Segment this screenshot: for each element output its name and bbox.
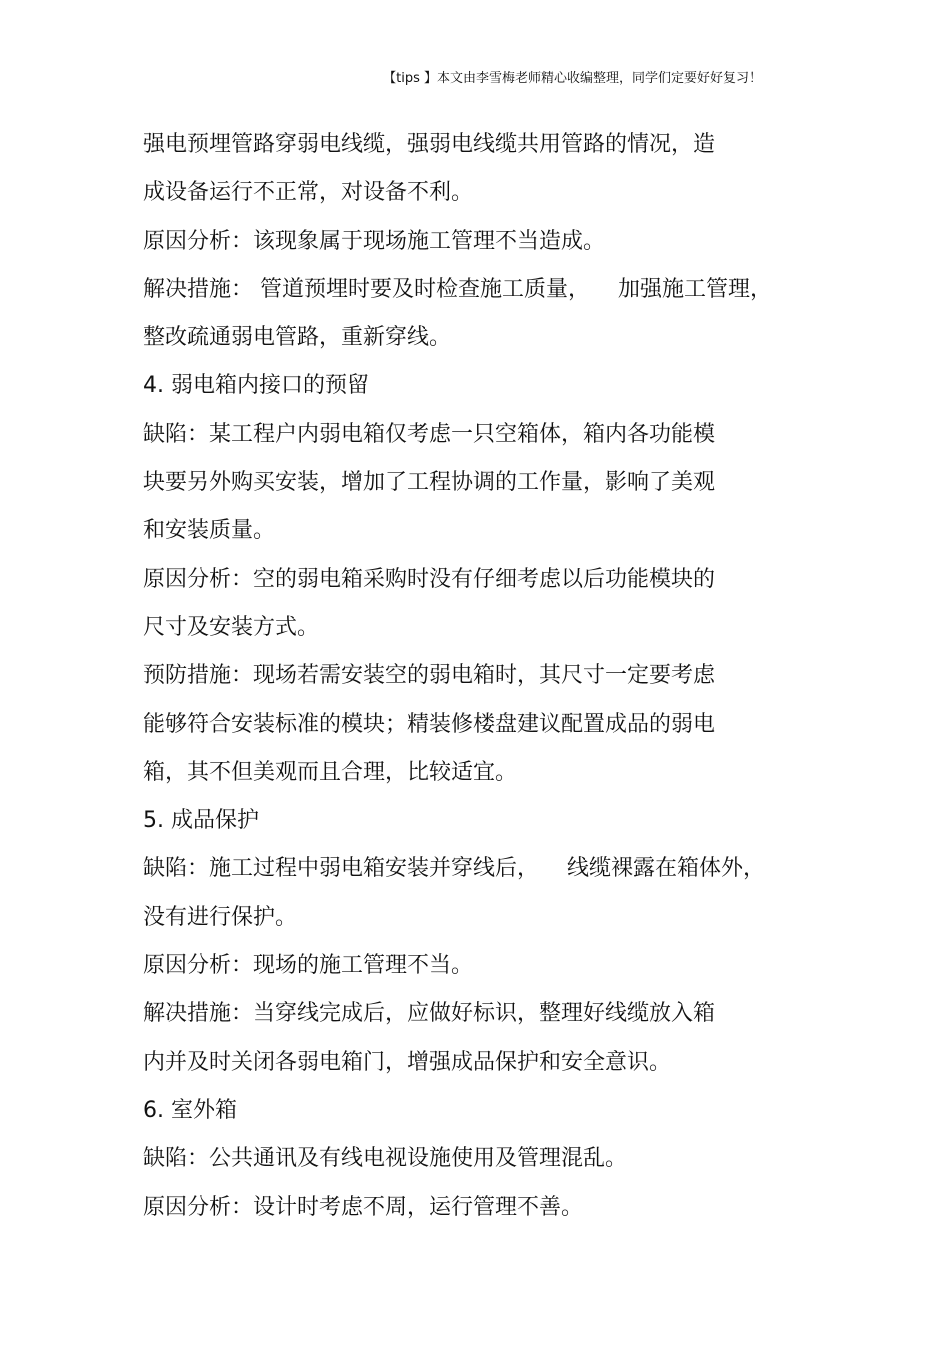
paragraph-line: 内并及时关闭各弱电箱门，增强成品保护和安全意识。 (143, 1049, 672, 1075)
paragraph-line: 预防措施：现场若需安装空的弱电箱时，其尺寸一定要考虑 (143, 663, 716, 689)
paragraph-line: 缺陷：施工过程中弱电箱安装并穿线后， 线缆裸露在箱体外， (143, 856, 765, 882)
section-heading: 5. 成品保护 (143, 808, 259, 834)
paragraph-line: 能够符合安装标准的模块；精装修楼盘建议配置成品的弱电 (143, 711, 716, 737)
paragraph-line: 解决措施：当穿线完成后，应做好标识，整理好线缆放入箱 (143, 1001, 716, 1027)
paragraph-line: 箱，其不但美观而且合理，比较适宜。 (143, 759, 518, 785)
paragraph-line: 整改疏通弱电管路，重新穿线。 (143, 325, 452, 351)
section-heading: 6. 室外箱 (143, 1097, 237, 1123)
paragraph-line: 原因分析：现场的施工管理不当。 (143, 953, 474, 979)
paragraph-line: 缺陷：公共通讯及有线电视设施使用及管理混乱。 (143, 1146, 628, 1172)
paragraph-line: 块要另外购买安装，增加了工程协调的工作量，影响了美观 (143, 470, 716, 496)
paragraph-line: 原因分析：空的弱电箱采购时没有仔细考虑以后功能模块的 (143, 566, 716, 592)
section-heading: 4. 弱电箱内接口的预留 (143, 373, 369, 399)
paragraph-line: 成设备运行不正常，对设备不利。 (143, 180, 474, 206)
paragraph-line: 缺陷：某工程户内弱电箱仅考虑一只空箱体，箱内各功能模 (143, 421, 716, 447)
paragraph-line: 解决措施： 管道预埋时要及时检查施工质量， 加强施工管理， (143, 276, 772, 302)
header-tip: 【tips 】本文由李雪梅老师精心收编整理，同学们定要好好复习！ (383, 71, 762, 86)
document-body (143, 125, 803, 1236)
paragraph-line: 尺寸及安装方式。 (143, 614, 320, 640)
paragraph-line: 和安装质量。 (143, 518, 276, 544)
paragraph-line: 强电预埋管路穿弱电线缆，强弱电线缆共用管路的情况，造 (143, 132, 716, 157)
paragraph-line: 原因分析：该现象属于现场施工管理不当造成。 (143, 228, 606, 254)
paragraph-line: 原因分析：设计时考虑不周，运行管理不善。 (143, 1194, 584, 1220)
paragraph-line: 没有进行保护。 (143, 904, 298, 930)
